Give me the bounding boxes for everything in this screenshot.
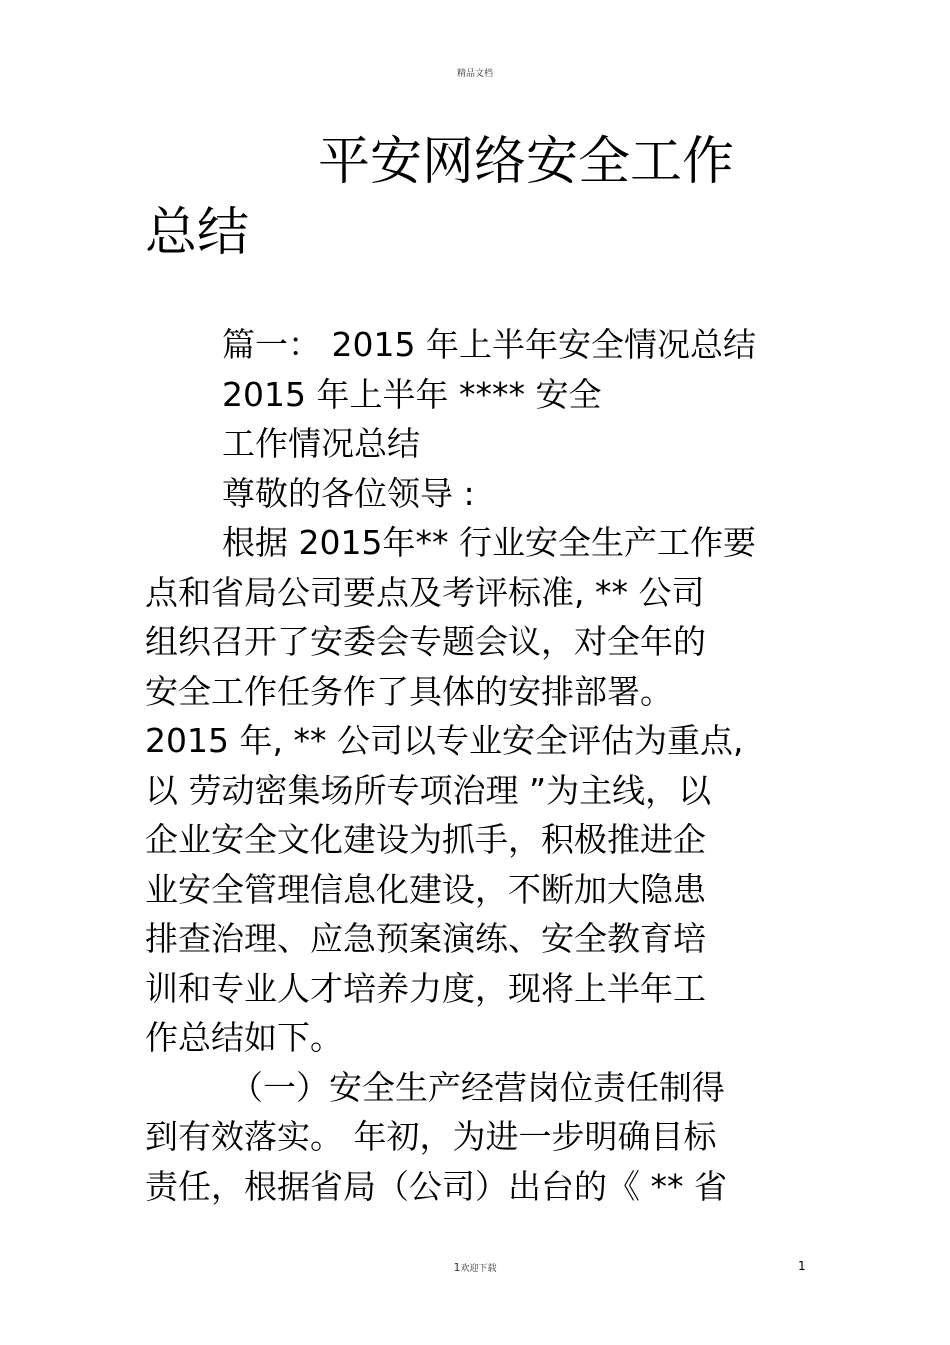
body-line: （一）安全生产经营岗位责任制得 [230,1068,725,1107]
body-line: 篇一： 2015 年上半年安全情况总结 [222,325,756,364]
body-line: 训和专业人才培养力度，现将上半年工 [145,969,706,1008]
body-line: 2015 年, ** 公司以专业安全评估为重点, [145,721,744,760]
body-line: 尊敬的各位领导 : [222,474,475,513]
body-line: 组织召开了安委会专题会议，对全年的 [145,622,706,661]
body-line: 点和省局公司要点及考评标准, ** 公司 [145,573,705,612]
body-line: 2015 年上半年 **** 安全 [222,375,602,414]
body-line: 责任，根据省局（公司）出台的《 ** 省 [145,1167,727,1206]
body-line: 根据 2015年** 行业安全生产工作要 [222,523,756,562]
body-line: 企业安全文化建设为抓手，积极推进企 [145,820,706,859]
body-line: 排查治理、应急预案演练、安全教育培 [145,919,706,958]
document-title-line-2: 总结 [145,203,250,263]
body-line: 到有效落实。 年初，为进一步明确目标 [145,1117,717,1156]
footer-center-number: 1 [453,1261,461,1274]
body-line: 安全工作任务作了具体的安排部署。 [145,672,673,711]
page-number: 1 [798,1259,806,1273]
document-title-line-1: 平安网络安全工作 [318,132,735,192]
footer-center [0,1261,950,1274]
body-line: 业安全管理信息化建设，不断加大隐患 [145,870,706,909]
body-line: 以 劳动密集场所专项治理 ”为主线，以 [145,771,712,810]
body-line: 作总结如下。 [145,1018,343,1057]
header-mark: 精品文档 [456,69,493,79]
footer-center-text: 欢迎下载 [460,1264,497,1274]
body-line: 工作情况总结 [222,424,420,463]
